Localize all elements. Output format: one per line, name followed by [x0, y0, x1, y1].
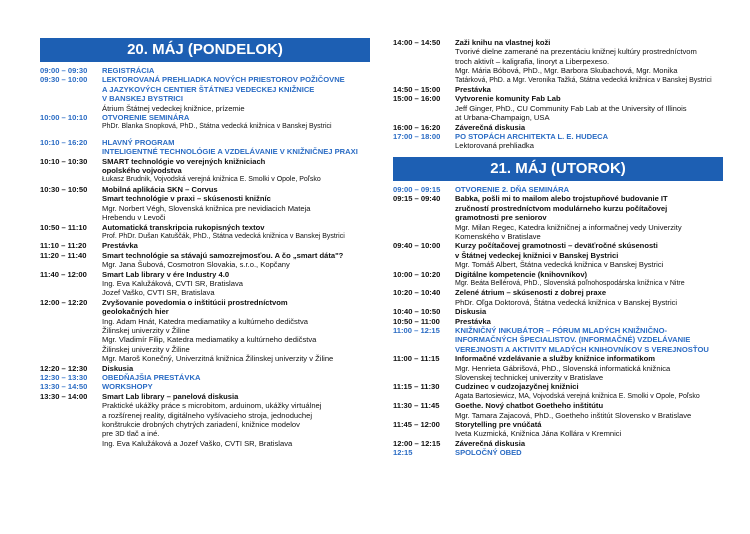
item-title: Záverečná diskusia	[455, 122, 526, 132]
time-slot: 13:30 – 14:50	[40, 382, 88, 392]
item-speaker: pre 3D tlač a iné.	[102, 429, 160, 439]
item-speaker: Agata Bartosiewicz, MA, Vojvodská verejná knižnica E. Smolki v Opole, Poľsko	[455, 392, 700, 400]
schedule-item	[393, 401, 723, 420]
item-details	[102, 270, 370, 298]
item-title: Smart Lab library v ére Industry 4.0	[102, 269, 230, 279]
item-details	[455, 241, 723, 269]
item-details	[102, 75, 370, 113]
item-speaker: Prof. PhDr. Dušan Katuščák, PhD., Štátna vedecká knižnica v Banskej Bystrici	[102, 232, 345, 240]
time-slot: 11:20 – 11:40	[40, 250, 87, 260]
item-title: OTVORENIE 2. DŇA SEMINÁRA	[455, 184, 570, 194]
item-details	[455, 132, 723, 151]
time-slot: 10:00 – 10:10	[40, 113, 88, 123]
item-details	[455, 317, 723, 326]
item-title: INTELIGENTNÉ TECHNOLÓGIE A VZDELÁVANIE V KNIŽNIČNEJ PRAXI	[102, 147, 358, 157]
item-details	[102, 298, 370, 364]
day1-column	[40, 0, 370, 448]
schedule-item	[393, 94, 723, 122]
item-details	[102, 382, 370, 391]
item-details	[455, 354, 723, 382]
item-speaker: Komenského v Bratislave	[455, 231, 541, 241]
item-speaker: Mgr. Norbert Végh, Slovenská knižnica pre nevidiacich Mateja	[102, 203, 311, 213]
item-title: Informačné vzdelávanie a služby knižnice informatikom	[455, 354, 656, 364]
item-title: V BANSKEJ BYSTRICI	[102, 94, 184, 104]
schedule-item	[40, 157, 370, 185]
item-title: Diskusia	[455, 307, 487, 317]
time-slot: 12:20 – 12:30	[40, 363, 88, 373]
item-speaker: Tatárková, PhD. a Mgr. Veronika Tažká, Štátna vedecká knižnica v Banskej Bystrici	[455, 76, 712, 84]
item-speaker: Žilinskej univerzity v Žiline	[102, 344, 190, 354]
time-slot: 09:00 – 09:30	[40, 66, 88, 75]
item-title: Zelené átrium – skúsenosti z dobrej praxe	[455, 288, 607, 298]
item-details	[455, 194, 723, 241]
item-details	[455, 307, 723, 316]
item-title: Kurzy počítačovej gramotnosti – deväťročné skúsenosti	[455, 241, 658, 251]
item-title: Prestávka	[455, 316, 491, 326]
time-slot: 10:50 – 11:00	[393, 316, 440, 326]
item-speaker: Mgr. Milan Regec, Katedra knižničnej a informačnej vedy Univerzity	[455, 222, 682, 232]
time-slot: 12:15	[393, 448, 413, 458]
item-speaker: Mgr. Vladimír Filip, Katedra mediamatiky a kultúrneho dedičstva	[102, 335, 317, 345]
item-title: Digitálne kompetencie (knihovníkov)	[455, 269, 588, 279]
item-title: KNIŽNIČNÝ INKUBÁTOR – FÓRUM MLADÝCH KNIŽNIČNO-	[455, 325, 668, 335]
item-details	[102, 392, 370, 448]
day1-heading: 20. MÁJ (PONDELOK)	[40, 38, 370, 62]
schedule-item	[40, 298, 370, 364]
item-title: zručností prostredníctvom modulárneho kurzu počítačovej	[455, 203, 668, 213]
item-title: Zaži knihu na vlastnej koži	[455, 38, 551, 47]
schedule-item	[40, 75, 370, 113]
item-title: A JAZYKOVÝCH CENTIER ŠTÁTNEJ VEDECKEJ KNIŽNICE	[102, 84, 315, 94]
schedule-item	[393, 132, 723, 151]
schedule-item	[40, 241, 370, 250]
schedule-item	[393, 317, 723, 326]
item-speaker: Tvorivé dielne zamerané na prezentáciu knižnej kultúry prostredníctvom	[455, 47, 697, 57]
schedule-item	[393, 185, 723, 194]
item-details	[102, 223, 370, 242]
item-title: Cudzinec v cudzojazyčnej knižnici	[455, 382, 579, 392]
schedule-item	[40, 66, 370, 75]
schedule-item	[393, 241, 723, 269]
time-slot: 09:40 – 10:00	[393, 241, 441, 251]
item-speaker: Hrebendu v Levoči	[102, 213, 166, 223]
item-title: Diskusia	[102, 363, 134, 373]
item-details	[455, 94, 723, 122]
time-slot: 12:30 – 13:30	[40, 373, 88, 382]
item-title: v Štátnej vedeckej knižnici v Banskej Bystrici	[455, 250, 619, 260]
day2-column	[393, 0, 723, 458]
item-speaker: Lektorovaná prehliadka	[455, 141, 534, 151]
item-speaker: Ing. Eva Kalužáková a Jozef Vaško, CVTI SR, Bratislava	[102, 438, 293, 448]
item-speaker: Mgr. Henrieta Gábrišová, PhD., Slovenská informatická knižnica	[455, 363, 671, 373]
item-details	[102, 373, 370, 382]
item-title: gramotnosti pre seniorov	[455, 213, 547, 223]
time-slot: 10:40 – 10:50	[393, 307, 441, 317]
item-title: Smart technológie v praxi – skúsenosti knižníc	[102, 194, 271, 204]
schedule-item	[393, 123, 723, 132]
item-details	[102, 241, 370, 250]
time-slot: 11:10 – 11:20	[40, 241, 87, 251]
schedule-item	[393, 307, 723, 316]
item-details	[455, 38, 723, 85]
item-speaker: Mgr. Maroš Konečný, Univerzitná knižnica Žilinskej univerzity v Žiline	[102, 354, 334, 364]
item-speaker: Jozef Vaško, CVTI SR, Bratislava	[102, 288, 215, 298]
item-title: WORKSHOPY	[102, 382, 153, 392]
item-details	[102, 157, 370, 185]
time-slot: 13:30 – 14:00	[40, 391, 88, 401]
item-title: Smart technológie sa stávajú samozrejmosťou. A čo „smart dáta"?	[102, 250, 344, 260]
schedule-item	[40, 392, 370, 448]
item-title: Mobilná aplikácia SKN – Corvus	[102, 184, 218, 194]
item-title: OTVORENIE SEMINÁRA	[102, 113, 190, 123]
item-title: INFORMAČNÝCH ŠPECIALISTOV. (INFORMAČNÉ) VZDELÁVANIE	[455, 335, 691, 345]
item-speaker: konštrukcie drobných chytrých zariadení, knižnice modelov	[102, 420, 300, 430]
schedule-item	[393, 270, 723, 289]
schedule-item	[40, 223, 370, 242]
item-details	[455, 439, 723, 448]
item-speaker: Mgr. Tomáš Albert, Štátna vedecká knižnica v Banskej Bystrici	[455, 260, 664, 270]
item-title: Prestávka	[455, 85, 491, 95]
time-slot: 15:00 – 16:00	[393, 94, 441, 104]
item-details	[102, 364, 370, 373]
schedule-item	[393, 38, 723, 85]
item-title: PO STOPÁCH ARCHITEKTA L. E. HUDECA	[455, 132, 609, 142]
item-details	[102, 138, 370, 157]
item-title: Záverečná diskusia	[455, 438, 526, 448]
item-title: Smart Lab library – panelová diskusia	[102, 391, 239, 401]
item-details	[455, 185, 723, 194]
schedule-item	[40, 251, 370, 270]
item-title: opolského vojvodstva	[102, 166, 182, 176]
time-slot: 11:00 – 11:15	[393, 354, 440, 364]
day2-heading: 21. MÁJ (UTOROK)	[393, 157, 723, 181]
item-details	[102, 113, 370, 132]
item-title: OBEDŇAJŠIA PRESTÁVKA	[102, 373, 201, 382]
schedule-item	[393, 439, 723, 448]
day1-schedule	[40, 66, 370, 448]
item-details	[102, 251, 370, 270]
item-title: Prestávka	[102, 241, 138, 251]
time-slot: 09:00 – 09:15	[393, 184, 441, 194]
time-slot: 14:50 – 15:00	[393, 85, 441, 95]
item-speaker: Ing. Adam Hnát, Katedra mediamatiky a kultúrneho dedičstva	[102, 316, 308, 326]
schedule-item	[40, 364, 370, 373]
schedule-item	[40, 373, 370, 382]
item-title: VEREJNOSTI A AKTIVITY MLADÝCH KNIHOVNÍKOV S VEREJNOSŤOU	[455, 344, 709, 354]
time-slot: 09:15 – 09:40	[393, 194, 441, 204]
item-details	[455, 85, 723, 94]
item-speaker: Iveta Kuzmická, Knižnica Jána Kollára v Kremnici	[455, 429, 622, 439]
item-speaker: Mgr. Mária Bóbová, PhD., Mgr. Barbora Skubachová, Mgr. Monika	[455, 66, 678, 76]
schedule-item	[393, 382, 723, 401]
time-slot: 10:20 – 10:40	[393, 288, 441, 298]
time-slot: 10:10 – 10:30	[40, 156, 88, 166]
schedule-item	[393, 448, 723, 457]
item-speaker: troch aktivít – kaligrafia, linoryt a Liberpexeso.	[455, 56, 610, 66]
time-slot: 11:30 – 11:45	[393, 401, 440, 411]
item-speaker: PhDr. Oľga Doktorová, Štátna vedecká knižnica v Banskej Bystrici	[455, 297, 678, 307]
item-speaker: at Urbana-Champaign, USA	[455, 113, 550, 123]
schedule-item	[393, 288, 723, 307]
item-speaker: Praktické ukážky práce s microbitom, arduinom, ukážky virtuálnej	[102, 401, 322, 411]
schedule-item	[393, 326, 723, 354]
schedule-item	[393, 354, 723, 382]
item-speaker: PhDr. Blanka Snopková, PhD., Štátna vedecká knižnica v Banskej Bystrici	[102, 123, 332, 131]
time-slot: 10:50 – 11:10	[40, 222, 87, 232]
schedule-item	[40, 185, 370, 223]
time-slot: 09:30 – 10:00	[40, 75, 88, 85]
item-title: Storytelling pre vnúčatá	[455, 420, 542, 430]
item-title: Goethe. Nový chatbot Goetheho inštitútu	[455, 401, 604, 411]
item-details	[455, 420, 723, 439]
time-slot: 17:00 – 18:00	[393, 132, 441, 142]
time-slot: 10:10 – 16:20	[40, 137, 88, 147]
item-title: SPOLOČNÝ OBED	[455, 448, 522, 458]
item-speaker: Ing. Eva Kalužáková, CVTI SR, Bratislava	[102, 278, 243, 288]
item-speaker: Átrium Štátnej vedeckej knižnice, prízemie	[102, 103, 245, 113]
schedule-item	[40, 270, 370, 298]
time-slot: 10:30 – 10:50	[40, 184, 88, 194]
item-title: Automatická transkripcia rukopisných textov	[102, 222, 265, 232]
day2-schedule	[393, 185, 723, 458]
day1-schedule-continued	[393, 38, 723, 151]
item-details	[455, 288, 723, 307]
time-slot: 12:00 – 12:20	[40, 297, 88, 307]
time-slot: 11:15 – 11:30	[393, 382, 440, 392]
schedule-item	[393, 85, 723, 94]
item-speaker: Mgr. Tamara Zajacová, PhD., Goetheho inštitút Slovensko v Bratislave	[455, 410, 692, 420]
item-details	[455, 448, 723, 457]
item-title: HLAVNÝ PROGRAM	[102, 137, 175, 147]
schedule-item	[40, 113, 370, 132]
item-details	[455, 382, 723, 401]
item-details	[102, 66, 370, 75]
item-title: REGISTRÁCIA	[102, 66, 155, 75]
item-details	[102, 185, 370, 223]
schedule-item	[393, 194, 723, 241]
time-slot: 10:00 – 10:20	[393, 269, 441, 279]
time-slot: 11:45 – 12:00	[393, 420, 440, 430]
item-title: LEKTOROVANÁ PREHLIADKA NOVÝCH PRIESTOROV POŽIČOVNE	[102, 75, 345, 85]
item-title: geolokačných hier	[102, 307, 169, 317]
schedule-item	[40, 138, 370, 157]
item-speaker: Slovenskej technickej univerzity v Bratislave	[455, 373, 604, 382]
item-speaker: a rozšírenej reality, digitálneho vyšívacieho stroja, jednoduchej	[102, 410, 313, 420]
item-title: Babka, pošli mi to mailom alebo trojstupňové budovanie IT	[455, 194, 668, 204]
item-details	[455, 270, 723, 289]
time-slot: 11:40 – 12:00	[40, 269, 87, 279]
item-speaker: Łukasz Brudnik, Vojvodská verejná knižnica E. Smolki v Opole, Poľsko	[102, 176, 321, 184]
item-speaker: Mgr. Jana Šubová, Cosmotron Slovakia, s.r.o., Kopčany	[102, 260, 290, 270]
time-slot: 12:00 – 12:15	[393, 438, 441, 448]
item-speaker: Jeff Ginger, PhD., CU Community Fab Lab at the University of Illinois	[455, 103, 687, 113]
time-slot: 14:00 – 14:50	[393, 38, 441, 47]
time-slot: 16:00 – 16:20	[393, 122, 441, 132]
item-details	[455, 123, 723, 132]
item-title: SMART technológie vo verejných knižniciach	[102, 156, 266, 166]
item-speaker: Mgr. Beáta Bellérová, PhD., Slovenská poľnohospodárska knižnica v Nitre	[455, 279, 685, 287]
schedule-item	[40, 382, 370, 391]
item-title: Zvyšovanie povedomia o inštitúcii prostredníctvom	[102, 297, 288, 307]
time-slot: 11:00 – 12:15	[393, 325, 440, 335]
item-title: Vytvorenie komunity Fab Lab	[455, 94, 561, 104]
item-speaker: Žilinskej univerzity v Žiline	[102, 325, 190, 335]
schedule-item	[393, 420, 723, 439]
item-details	[455, 326, 723, 354]
item-details	[455, 401, 723, 420]
